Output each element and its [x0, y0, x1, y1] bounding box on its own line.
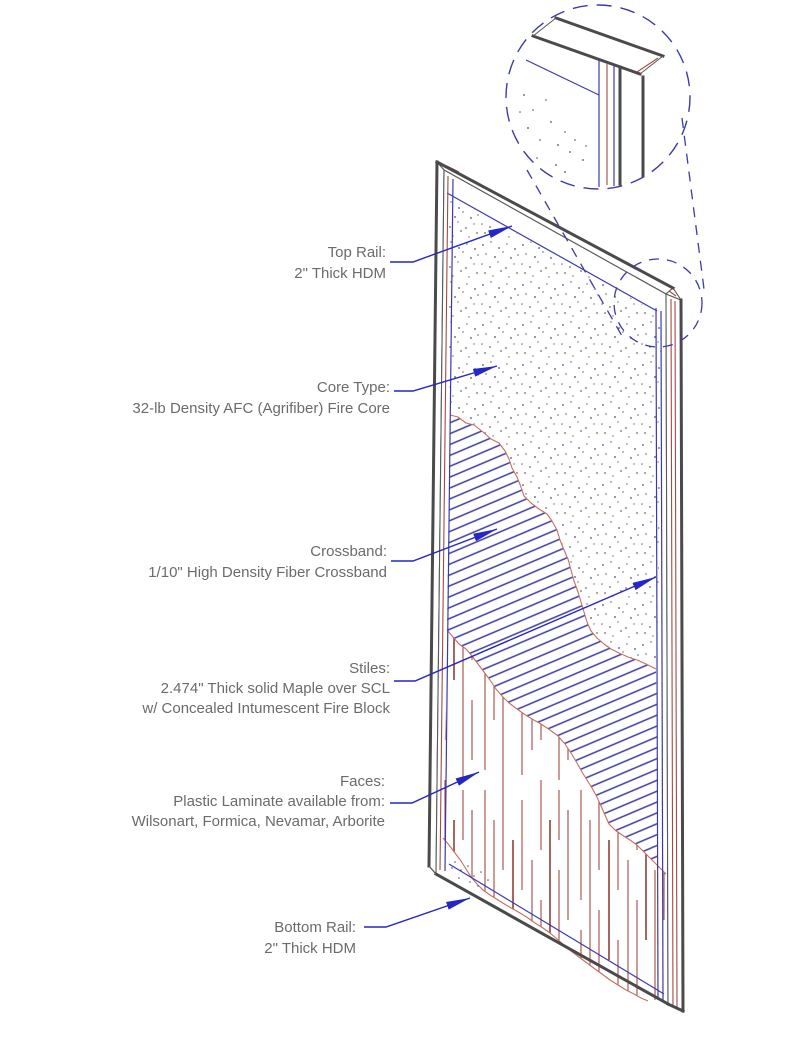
label-crossband — [148, 541, 387, 583]
label-stiles-desc1: 2.474" Thick solid Maple over SCL — [160, 680, 390, 697]
label-crossband-desc: 1/10" High Density Fiber Crossband — [148, 564, 387, 581]
label-crossband-title: Crossband: — [310, 543, 387, 560]
label-core-desc: 32-lb Density AFC (Agrifiber) Fire Core — [132, 400, 390, 417]
label-bottom-rail — [264, 917, 356, 959]
detail-corner-drawing — [519, 18, 663, 187]
label-top-rail — [294, 242, 386, 284]
label-bottom-rail-desc: 2" Thick HDM — [264, 940, 356, 957]
label-stiles-desc2: w/ Concealed Intumescent Fire Block — [142, 700, 390, 717]
label-core-title: Core Type: — [316, 379, 390, 396]
door-right-outer-edge — [681, 300, 683, 1011]
detail-cone-right — [682, 118, 704, 289]
detail-core-dots — [519, 94, 587, 173]
label-stiles-title: Stiles: — [349, 660, 390, 677]
label-faces-desc1: Plastic Laminate available from: — [173, 793, 385, 810]
label-faces-title: Faces: — [339, 773, 385, 790]
leader-bottom-rail — [364, 898, 470, 927]
detail-top-rail-line — [526, 60, 599, 95]
detail-cap-layer-tick — [637, 58, 658, 72]
label-faces-desc2: Wilsonart, Formica, Nevamar, Arborite — [131, 813, 385, 830]
detail-left-cap — [533, 18, 556, 36]
label-top-rail-title: Top Rail: — [327, 244, 386, 261]
label-top-rail-desc: 2" Thick HDM — [294, 265, 386, 282]
detail-right-cap — [640, 56, 663, 74]
label-stiles — [142, 659, 390, 719]
label-bottom-rail-title: Bottom Rail: — [274, 919, 356, 936]
label-core-type — [132, 377, 390, 419]
door-drawing — [429, 162, 683, 1011]
label-faces — [132, 772, 385, 832]
